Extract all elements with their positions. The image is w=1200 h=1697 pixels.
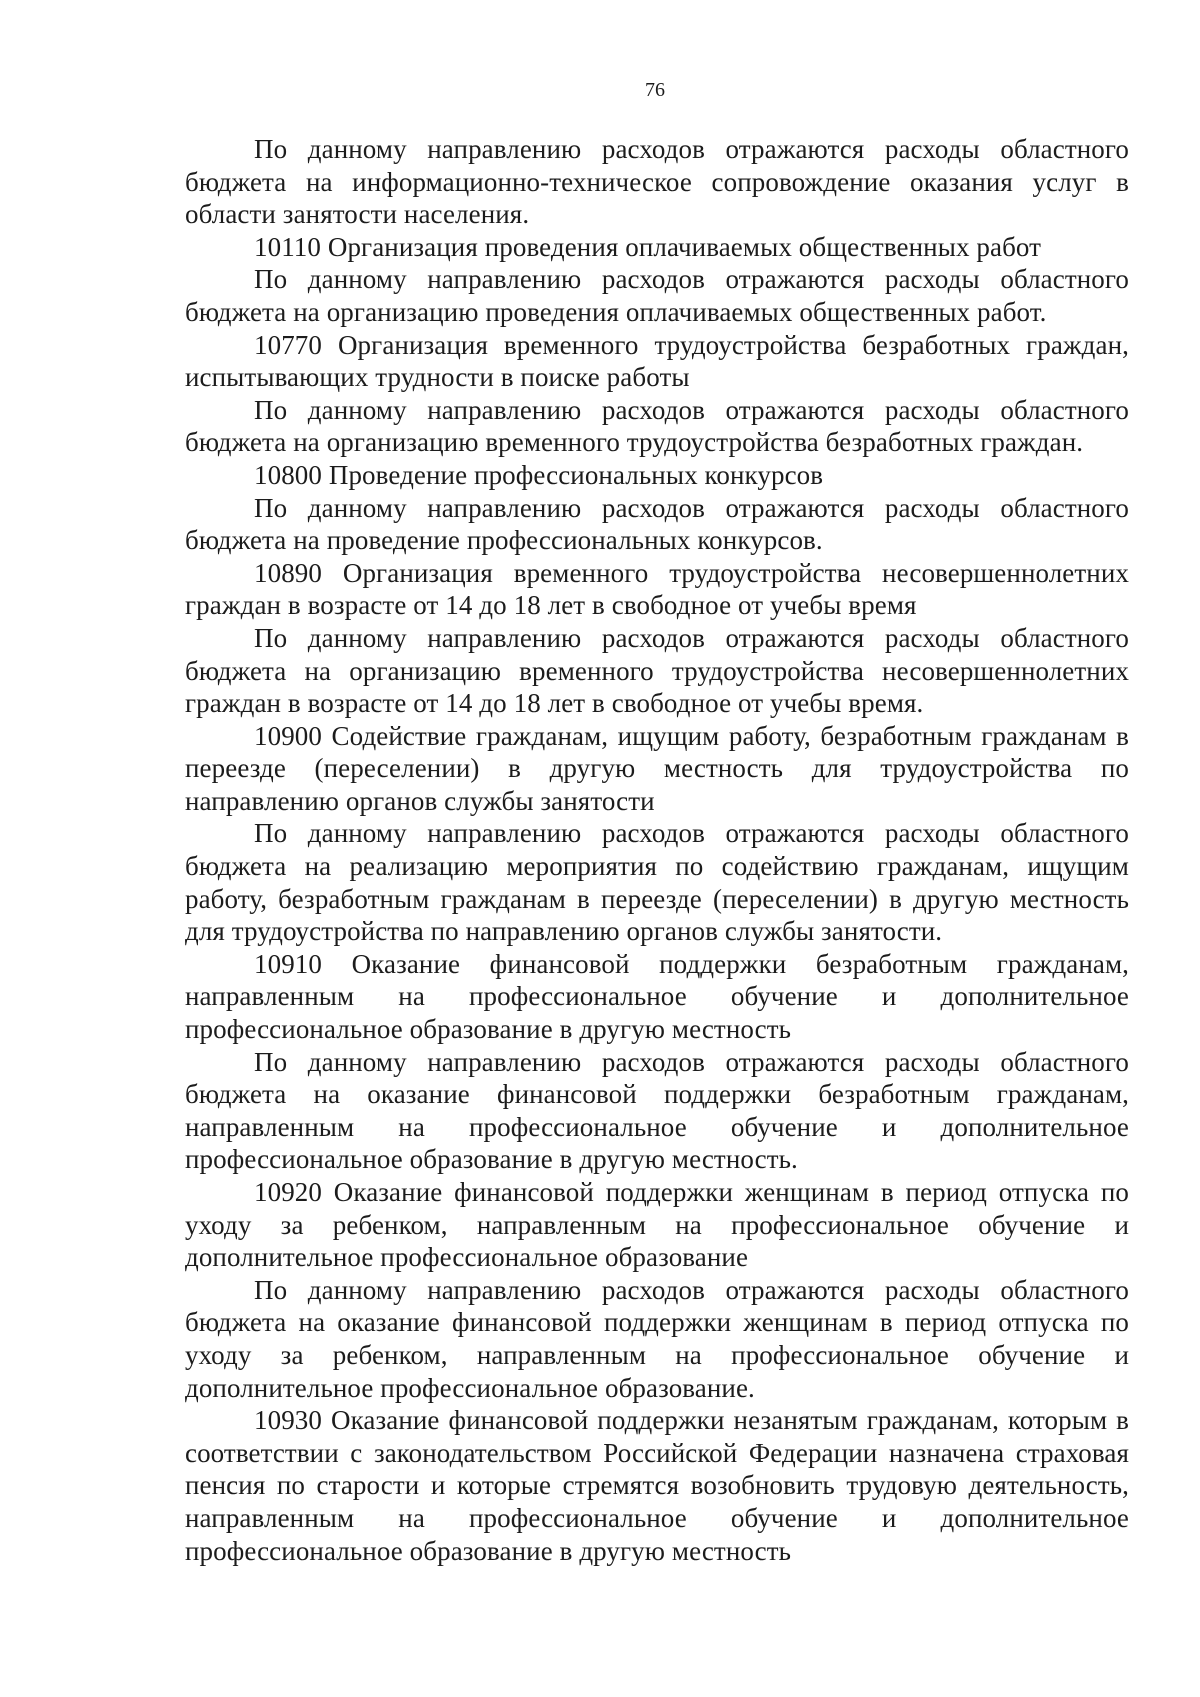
document-body	[185, 133, 1129, 1567]
section-heading: 10930 Оказание финансовой поддержки незанятым гражданам, которым в соответствии с законодательством Российской Федерации назначена страховая пенсия по старости и которые стремятся возобновить трудовую деятельность, направленным на профессиональное обучение и дополнительное профессиональное образование в другую местность	[185, 1405, 1129, 1566]
paragraph: По данному направлению расходов отражаются расходы областного бюджета на организацию временного трудоустройства несовершеннолетних граждан в возрасте от 14 до 18 лет в свободное от учебы время.	[185, 622, 1129, 719]
paragraph: По данному направлению расходов отражаются расходы областного бюджета на реализацию мероприятия по содействию гражданам, ищущим работу, безработным гражданам в переезде (переселении) в другую местность для трудоустройства по направлению органов службы занятости.	[185, 818, 1129, 947]
section-heading: 10890 Организация временного трудоустройства несовершеннолетних граждан в возрасте от 14 до 18 лет в свободное от учебы время	[185, 557, 1129, 621]
page-number: 76	[645, 79, 665, 101]
paragraph: По данному направлению расходов отражаются расходы областного бюджета на оказание финансовой поддержки безработным гражданам, направленным на профессиональное обучение и дополнительное профессиональное образование в другую местность.	[185, 1046, 1129, 1175]
section-heading: 10900 Содействие гражданам, ищущим работу, безработным гражданам в переезде (переселении) в другую местность для трудоустройства по направлению органов службы занятости	[185, 720, 1129, 816]
paragraph: По данному направлению расходов отражаются расходы областного бюджета на организацию временного трудоустройства безработных граждан.	[185, 394, 1129, 458]
section-heading: 10110 Организация проведения оплачиваемых общественных работ	[254, 231, 1042, 262]
paragraph: По данному направлению расходов отражаются расходы областного бюджета на проведение профессиональных конкурсов.	[185, 492, 1129, 556]
section-heading: 10800 Проведение профессиональных конкурсов	[254, 459, 824, 490]
section-heading: 10770 Организация временного трудоустройства безработных граждан, испытывающих трудности в поиске работы	[185, 329, 1129, 393]
section-heading: 10920 Оказание финансовой поддержки женщинам в период отпуска по уходу за ребенком, направленным на профессиональное обучение и дополнительное профессиональное образование	[185, 1177, 1129, 1273]
paragraph: По данному направлению расходов отражаются расходы областного бюджета на оказание финансовой поддержки женщинам в период отпуска по уходу за ребенком, направленным на профессиональное обучение и дополнительное профессиональное образование.	[185, 1274, 1129, 1403]
paragraph: По данному направлению расходов отражаются расходы областного бюджета на информационно-техническое сопровождение оказания услуг в области занятости населения.	[185, 134, 1129, 230]
paragraph: По данному направлению расходов отражаются расходы областного бюджета на организацию проведения оплачиваемых общественных работ.	[185, 264, 1129, 327]
section-heading: 10910 Оказание финансовой поддержки безработным гражданам, направленным на профессиональное обучение и дополнительное профессиональное образование в другую местность	[185, 948, 1129, 1045]
